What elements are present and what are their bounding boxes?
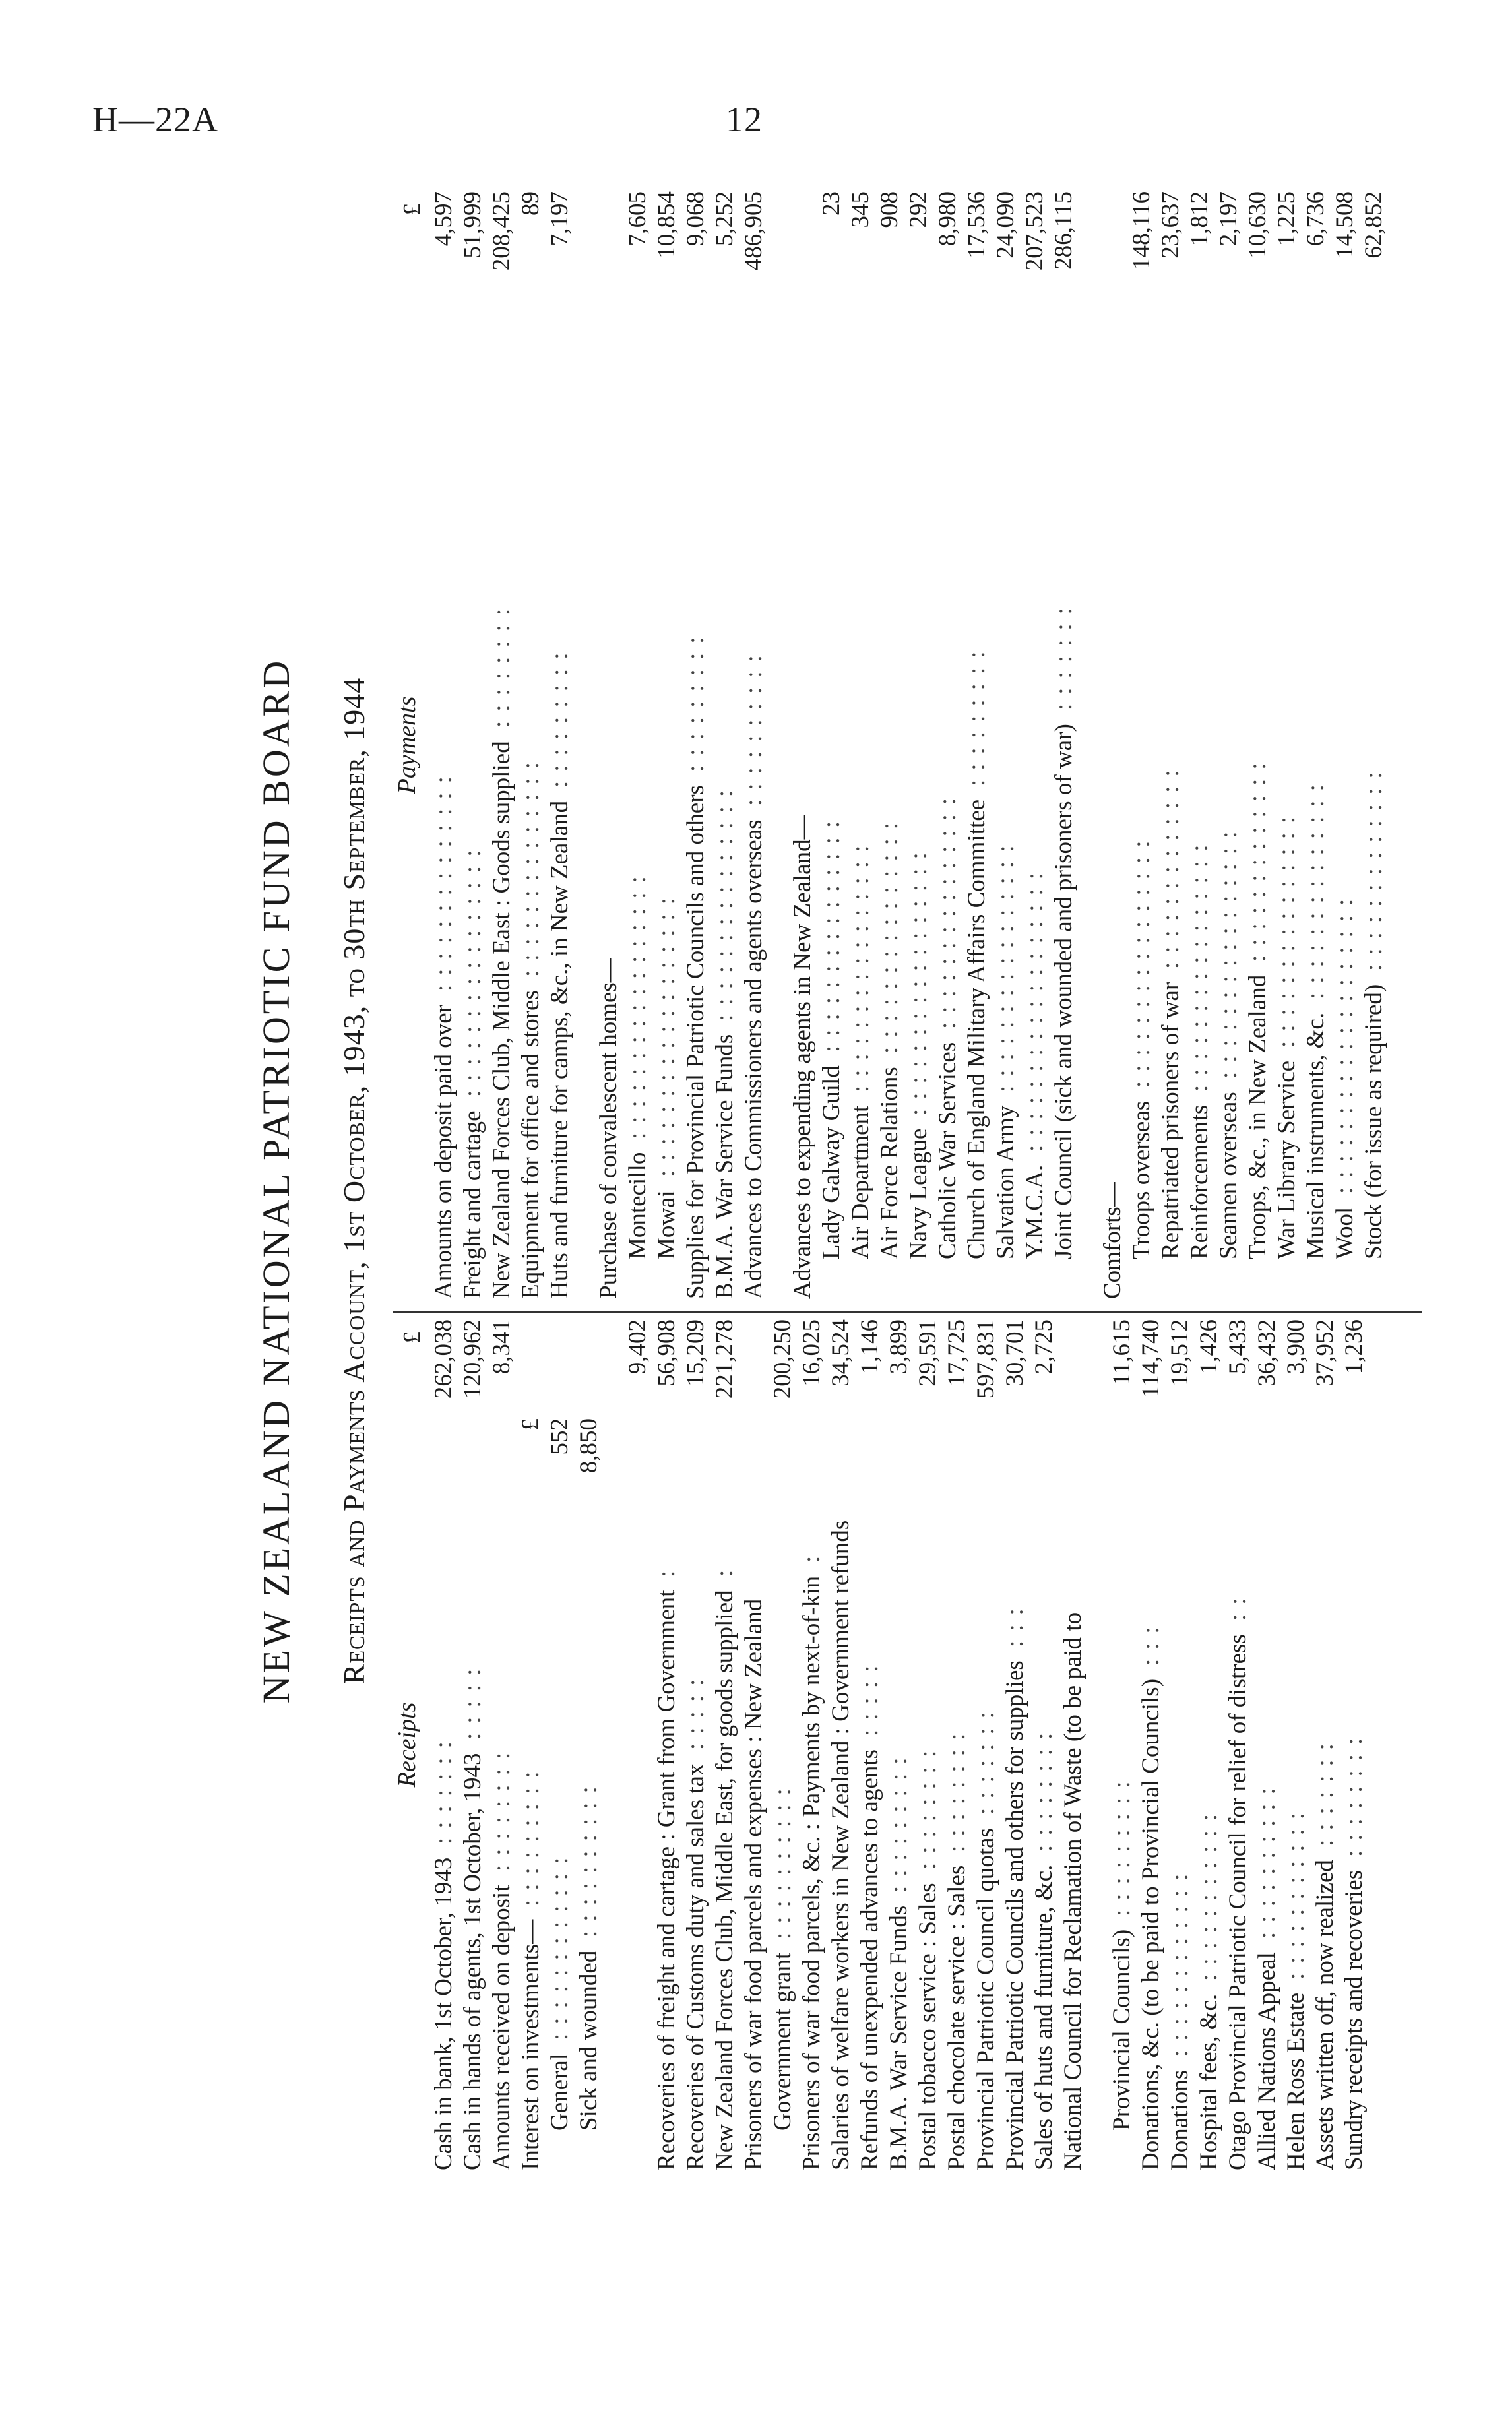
receipts-row (798, 1319, 827, 2170)
payments-row-label: B.M.A. War Service Funds (711, 1034, 738, 1299)
leader-dots: :::::::::::: (546, 1848, 573, 2040)
payments-row-label: Salvation Army (992, 1105, 1019, 1259)
leader-dots: ::::::::::::::::::: (1331, 889, 1358, 1194)
receipts-row-label: Cash in hands of agents, 1st October, 1943 (459, 1753, 486, 2170)
payments-row-amount: 286,115 (1050, 191, 1077, 270)
receipts-row (914, 1319, 943, 2170)
leader-dots: :::::::::::::::: (847, 836, 874, 1092)
receipts-row-subamount: 552 (546, 1418, 573, 1455)
payments-row-amount: 23,637 (1157, 191, 1184, 259)
leader-dots: :::::::::::::::: (1128, 831, 1155, 1088)
page-title: NEW ZEALAND NATIONAL PATRIOTIC FUND BOARD (255, 658, 298, 1704)
receipts-row-amount: 56,908 (653, 1319, 680, 1387)
receipts-row-label: Prisoners of war food parcels, &c. : Payments by next-of-kin (798, 1575, 825, 2170)
receipts-row-subamount: 8,850 (575, 1418, 602, 1474)
leader-dots: ::: (1137, 1617, 1164, 1666)
receipts-row-amount: 19,512 (1166, 1319, 1193, 1387)
page-number: 12 (726, 100, 763, 139)
leader-dots: ::: (1001, 1599, 1028, 1647)
receipts-row-amount: 17,725 (943, 1319, 970, 1387)
receipts-row (972, 1319, 1001, 2170)
payments-row-label: Joint Council (sick and wounded and prisoners of war) (1050, 724, 1077, 1259)
receipts-row-label: Otago Provincial Patriotic Council for relief of distress (1224, 1634, 1251, 2170)
payments-row-label: Musical instruments, &c. (1302, 1012, 1329, 1259)
receipts-row-amount: 29,591 (914, 1319, 941, 1387)
payments-row-amount: 486,905 (740, 191, 767, 271)
payments-row-amount: 5,252 (711, 191, 738, 247)
receipts-row (488, 1319, 517, 2170)
receipts-row-amount: 2,725 (1030, 1319, 1057, 1375)
receipts-row-label: Government grant (769, 1952, 796, 2131)
payments-row-label: Air Force Relations (876, 1067, 903, 1259)
payments-row (1127, 191, 1156, 1299)
payments-row-label: Lady Galway Guild (818, 1065, 845, 1259)
receipts-row (575, 1319, 604, 2170)
payments-row (992, 191, 1021, 1299)
receipts-row-label: Donations, &c. (to be paid to Provincial Councils) (1137, 1678, 1164, 2170)
receipts-row-amount: 3,900 (1282, 1319, 1309, 1375)
payments-row-label: Church of England Military Affairs Committee (963, 799, 990, 1259)
receipts-row-label: Sundry receipts and recoveries (1340, 1869, 1368, 2170)
payments-row-label: Amounts on deposit paid over (430, 1004, 457, 1299)
receipts-row-label: Refunds of unexpended advances to agents (856, 1749, 883, 2170)
payments-row-label: Troops, &c., in New Zealand (1244, 974, 1271, 1259)
leader-dots: ::::::::: (682, 627, 709, 772)
payments-heading-label: Payments (393, 696, 421, 794)
receipts-row (1224, 1319, 1253, 2170)
leader-dots: : (653, 1561, 680, 1577)
payments-row (904, 191, 933, 1299)
payments-row (933, 191, 962, 1299)
receipts-row (1108, 1319, 1137, 2170)
receipts-row-label: Postal chocolate service : Sales (943, 1865, 970, 2170)
leader-dots: ::::::: (430, 1732, 457, 1844)
payments-row-amount: 17,536 (963, 191, 990, 259)
receipts-row-amount: 597,831 (972, 1319, 999, 1399)
payments-row (594, 191, 623, 1299)
payments-row-amount: 6,736 (1302, 191, 1329, 247)
leader-dots: :::::::::: (769, 1779, 796, 1939)
leader-dots: :::::::::::::::: (1186, 835, 1213, 1092)
payments-row (458, 191, 488, 1299)
receipts-row-label: Interest on investments— (517, 1919, 544, 2170)
payments-row-amount: 148,116 (1128, 191, 1155, 270)
payments-row-amount: 9,068 (682, 191, 709, 247)
leader-dots: ::::::::::::::: (818, 811, 845, 1052)
payments-row-amount: 908 (876, 191, 903, 228)
receipts-row-label: Provincial Patriotic Council quotas (972, 1828, 999, 2170)
leader-dots: :: (1224, 1588, 1251, 1621)
receipts-row-label: Sales of huts and furniture, &c. (1030, 1864, 1057, 2170)
payments-row-label: Advances to expending agents in New Zealand— (789, 815, 816, 1299)
receipts-row (458, 1319, 488, 2170)
payments-row (488, 191, 517, 1299)
receipts-row (885, 1319, 914, 2170)
receipts-row-label: Sick and wounded (575, 1950, 602, 2131)
receipts-heading-label: Receipts (393, 1702, 421, 1788)
payments-row-amount: 23 (818, 191, 845, 216)
payments-row-label: New Zealand Forces Club, Middle East : Goods supplied (488, 741, 515, 1299)
receipts-row (1059, 1319, 1088, 2170)
receipts-row-amount: 36,432 (1253, 1319, 1280, 1387)
receipts-row-amount: 1,236 (1340, 1319, 1368, 1375)
payments-row (788, 191, 817, 1299)
payments-row (429, 191, 458, 1299)
receipts-row-amount: 3,899 (885, 1319, 912, 1375)
payments-row-label: Stock (for issue as required) (1360, 984, 1387, 1259)
receipts-unit: £ (398, 1331, 426, 1344)
leader-dots: ::::::::::::: (1360, 763, 1387, 971)
payments-row-amount: 1,812 (1186, 191, 1213, 247)
leader-dots: :::::::::::::::: (992, 836, 1019, 1092)
leader-dots: :::::::: (914, 1741, 941, 1869)
payments-row-label: Seamen overseas (1215, 1092, 1242, 1259)
leader-dots: :::::::: (943, 1724, 970, 1852)
payments-rows (429, 191, 1389, 1299)
receipts-row-label: Provincial Councils) (1108, 1929, 1135, 2131)
payments-row-label: Air Department (847, 1105, 874, 1259)
payments-row (740, 191, 769, 1299)
leader-dots: :::::::::::::::::: (1021, 863, 1048, 1152)
receipts-row (1001, 1319, 1030, 2170)
receipts-row-label: Prisoners of war food parcels and expenses : New Zealand (740, 1598, 767, 2170)
leader-dots: :::::::: (1030, 1723, 1057, 1852)
receipts-row (681, 1319, 710, 2170)
payments-row (1360, 191, 1389, 1299)
payments-row (1185, 191, 1214, 1299)
leader-dots: ::::::: (972, 1703, 999, 1815)
leader-dots: :::::::: (488, 599, 515, 728)
payments-row (962, 191, 992, 1299)
receipts-row (652, 1319, 681, 2170)
receipts-row-label: Allied Nations Appeal (1253, 1952, 1280, 2170)
receipts-row-amount: 37,952 (1311, 1319, 1339, 1387)
payments-row-amount: 10,854 (653, 191, 680, 259)
payments-row (1331, 191, 1360, 1299)
leader-dots: ::::::::::: (1282, 1803, 1309, 1980)
receipts-row-amount: 262,038 (430, 1319, 457, 1399)
payments-row (1302, 191, 1331, 1299)
payments-row-label: Equipment for office and stores (517, 990, 544, 1299)
payments-row-amount: 2,197 (1215, 191, 1242, 247)
payments-row-label: Purchase of convalescent homes— (595, 958, 622, 1299)
payments-row-amount: 62,852 (1360, 191, 1387, 259)
receipts-row-label: Salaries of welfare workers in New Zealand : Government refunds (827, 1520, 854, 2170)
payments-row (623, 191, 652, 1299)
receipts-column (393, 1319, 1422, 2170)
receipts-row (1253, 1319, 1282, 2170)
row-spacer (1088, 1319, 1108, 2170)
leader-dots: :::::::::::::::: (459, 840, 486, 1097)
leader-dots: ::::::::::::::: (934, 788, 961, 1029)
payments-row-amount: 208,425 (488, 191, 515, 271)
payments-row-amount: 1,225 (1273, 191, 1300, 247)
payments-row-amount: 14,508 (1331, 191, 1358, 259)
payments-row (817, 191, 846, 1299)
account-subtitle: Receipts and Payments Account, 1st October, 1943, to 30th September, 1944 (337, 677, 371, 1685)
row-spacer (604, 1319, 623, 2170)
payments-row-amount: 89 (517, 191, 544, 216)
payments-row (710, 191, 740, 1299)
receipts-row (1195, 1319, 1224, 2170)
payments-row-label: Repatriated prisoners of war (1157, 982, 1184, 1259)
leader-dots: :::::::::::: (1166, 1864, 1193, 2057)
leader-dots: :::::::::::::: (517, 753, 544, 977)
receipts-row-amount: 120,962 (459, 1319, 486, 1399)
payments-row-amount: 8,980 (934, 191, 961, 247)
payments-row-amount: 4,597 (430, 191, 457, 247)
payments-row (1050, 191, 1079, 1299)
payments-row-amount: 292 (905, 191, 932, 228)
receipts-row-amount: 200,250 (769, 1319, 796, 1399)
payments-row-amount: 207,523 (1021, 191, 1048, 271)
receipts-row-label: New Zealand Forces Club, Middle East, for goods supplied (711, 1590, 738, 2170)
receipts-row (1137, 1319, 1166, 2170)
receipts-row-amount: 16,025 (798, 1319, 825, 1387)
receipts-row-label: Hospital fees, &c. (1195, 1993, 1222, 2170)
payments-row-label: Navy League (905, 1128, 932, 1259)
payments-row (546, 191, 575, 1299)
payments-row-amount: 10,630 (1244, 191, 1271, 259)
payments-row (1273, 191, 1302, 1299)
payments-row (517, 191, 546, 1299)
payments-row (1244, 191, 1273, 1299)
receipts-row-label: National Council for Reclamation of Waste (to be paid to (1059, 1612, 1087, 2170)
receipts-row (710, 1319, 740, 2170)
receipts-row-amount: 221,278 (711, 1319, 738, 1399)
leader-dots: :::::::::::::::: (1215, 822, 1242, 1079)
receipts-row (740, 1319, 769, 2170)
receipts-row-amount: 34,524 (827, 1319, 854, 1387)
receipts-row (429, 1319, 458, 2170)
payments-column (393, 191, 1422, 1313)
row-spacer (769, 191, 788, 1299)
payments-row (846, 191, 875, 1299)
leader-dots: ::::::::::::::: (876, 813, 903, 1053)
leader-dots: ::::::::: (1108, 1772, 1135, 1916)
receipts-row-amount: 114,740 (1137, 1319, 1164, 1398)
leader-dots: ::::::::::::: (1157, 761, 1184, 969)
page-header-code: H—22A (92, 100, 218, 139)
payments-row (1021, 191, 1050, 1299)
payments-row (1156, 191, 1185, 1299)
receipts-row (769, 1319, 798, 2170)
leader-dots: :::::::: (488, 1743, 515, 1871)
receipts-row-amount: 9,402 (624, 1319, 651, 1375)
receipts-row (856, 1319, 885, 2170)
payments-row-label: Huts and furniture for camps, &c., in New Zealand (546, 800, 573, 1299)
payments-row-label: War Library Service (1273, 1060, 1300, 1259)
payments-heading (393, 191, 429, 1299)
payments-row (1098, 191, 1127, 1299)
payments-row-label: Mowai (653, 1190, 680, 1259)
receipts-row-amount: 1,146 (856, 1319, 883, 1375)
payments-row-amount: 51,999 (459, 191, 486, 259)
leader-dots: ::::::::::::::::: (905, 843, 932, 1115)
receipts-row-label: Cash in bank, 1st October, 1943 (430, 1857, 457, 2170)
leader-dots: ::::::::: (885, 1748, 912, 1893)
receipts-row-label: Assets written off, now realized (1311, 1860, 1339, 2170)
leader-dots: ::::: (459, 1659, 486, 1740)
payments-row (652, 191, 681, 1299)
receipts-row-label: General (546, 2053, 573, 2131)
receipts-row-amount: 8,341 (488, 1319, 515, 1375)
payments-row-label: Reinforcements (1186, 1104, 1213, 1259)
leader-dots: :::::::::::::::::: (653, 888, 680, 1177)
leader-dots: ::::::::: (546, 643, 573, 788)
receipts-row (517, 1319, 546, 2170)
payments-row (681, 191, 710, 1299)
receipts-row (1030, 1319, 1059, 2170)
payments-unit: £ (398, 203, 426, 216)
payments-row (1214, 191, 1244, 1299)
payments-row-amount: 345 (847, 191, 874, 228)
receipts-row (1340, 1319, 1369, 2170)
receipts-row (827, 1319, 856, 2170)
receipts-row (1166, 1319, 1195, 2170)
payments-row-label: Montecillo (624, 1152, 651, 1259)
payments-row-label: Y.M.C.A. (1021, 1164, 1048, 1259)
account-table (254, 191, 1441, 2170)
receipts-row-subamount: £ (517, 1418, 544, 1431)
payments-row-label: Wool (1331, 1207, 1358, 1259)
receipts-heading (393, 1319, 429, 2170)
payments-row-label: Advances to Commissioners and agents overseas (740, 819, 767, 1299)
leader-dots: ::::::::: (517, 1762, 544, 1906)
leader-dots: ::::: (856, 1656, 883, 1736)
leader-dots: : (711, 1560, 738, 1577)
leader-dots: ::::::: (1050, 598, 1077, 710)
leader-dots: :::::::::: (740, 646, 767, 806)
receipts-row-amount: 30,701 (1001, 1319, 1028, 1387)
payments-row-label: Comforts— (1099, 1182, 1126, 1299)
receipts-row-amount: 5,433 (1224, 1319, 1251, 1375)
leader-dots: ::::::::::: (1195, 1804, 1222, 1981)
receipts-row (1282, 1319, 1311, 2170)
leader-dots: ::::::::::::::::: (624, 867, 651, 1139)
receipts-row (1311, 1319, 1340, 2170)
leader-dots: : (798, 1546, 825, 1563)
receipts-row-amount: 15,209 (682, 1319, 709, 1387)
leader-dots: ::::::::: (963, 642, 990, 786)
receipts-row-label: Amounts received on deposit (488, 1885, 515, 2170)
leader-dots: :::::::::::::: (430, 767, 457, 991)
row-spacer (575, 191, 594, 1299)
receipts-row-amount: 11,615 (1108, 1319, 1135, 1386)
payments-row-label: Freight and cartage (459, 1110, 486, 1299)
row-spacer (1079, 191, 1098, 1299)
receipts-row-amount: 1,426 (1195, 1319, 1222, 1375)
payments-row-amount: 7,605 (624, 191, 651, 247)
receipts-row-label: Recoveries of freight and cartage : Grant from Government (653, 1590, 680, 2170)
receipts-row (623, 1319, 652, 2170)
payments-row-label: Troops overseas (1128, 1100, 1155, 1259)
receipts-row (943, 1319, 972, 2170)
payments-row-amount: 24,090 (992, 191, 1019, 259)
leader-dots: :::::::::: (1253, 1778, 1280, 1939)
payments-row-label: Catholic War Services (934, 1042, 961, 1259)
payments-row-amount: 7,197 (546, 191, 573, 247)
leader-dots: :::::::::: (575, 1777, 602, 1937)
receipts-row (546, 1319, 575, 2170)
receipts-row-label: Provincial Patriotic Councils and others for supplies (1001, 1660, 1028, 2170)
leader-dots: ::::::::::::::: (711, 780, 738, 1021)
leader-dots: ::::::::::::: (1244, 753, 1271, 962)
receipts-row-label: Recoveries of Customs duty and sales tax (682, 1763, 709, 2170)
receipts-row-label: B.M.A. War Service Funds (885, 1905, 912, 2170)
receipts-row-label: Helen Ross Estate (1282, 1992, 1309, 2170)
payments-row (875, 191, 904, 1299)
leader-dots: ::::::: (1311, 1734, 1339, 1846)
leader-dots: ::::: (682, 1670, 709, 1750)
receipts-rows (429, 1319, 1369, 2170)
leader-dots: ::::::::::::::: (1273, 807, 1300, 1048)
receipts-row-label: Postal tobacco service : Sales (914, 1883, 941, 2170)
leader-dots: :::::::::::::: (1302, 775, 1329, 999)
leader-dots: :::::::: (1340, 1728, 1368, 1857)
payments-row-label: Supplies for Provincial Patriotic Councils and others (682, 785, 709, 1299)
receipts-row-label: Donations (1166, 2069, 1193, 2170)
